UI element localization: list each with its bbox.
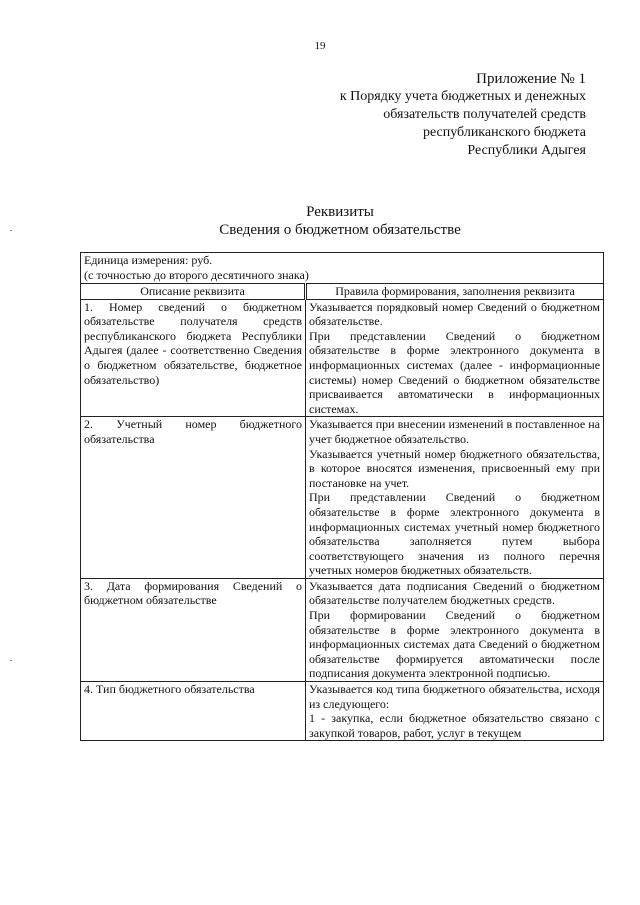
- scan-margin-mark: [10, 660, 12, 661]
- rule-paragraph: 1 - закупка, если бюджетное обязательство связано с закупкой товаров, работ, услуг в текущем: [309, 711, 601, 740]
- requisite-description: 3. Дата формирования Сведений о бюджетном обязательстве: [81, 578, 306, 681]
- requisite-description: 2. Учетный номер бюджетного обязательства: [81, 417, 306, 579]
- column-header: Описание реквизита: [81, 284, 306, 300]
- requisite-rules: [306, 578, 604, 681]
- rule-paragraph: Указывается код типа бюджетного обязательства, исходя из следующего:: [309, 682, 601, 711]
- requisite-rules: [306, 299, 604, 417]
- title-line: Реквизиты: [306, 204, 374, 220]
- appendix-line: к Порядку учета бюджетных и денежных: [339, 89, 586, 104]
- table-row: [81, 578, 604, 681]
- requisite-description: 1. Номер сведений о бюджетном обязательстве получателя средств республиканского бюджета Республики Адыгея (далее - соответственно Сведения о бюджетном обязательстве, бюджетное обязательство): [81, 299, 306, 417]
- requisites-table: [80, 252, 604, 741]
- requisite-rules: [306, 682, 604, 741]
- rule-paragraph: Указывается порядковый номер Сведений о бюджетном обязательстве.: [309, 299, 601, 329]
- unit-precision: (с точностью до второго десятичного знака): [84, 268, 309, 282]
- rule-paragraph: При представлении Сведений о бюджетном обязательстве в форме электронного документа в информационных системах (далее - информационные системы) номер Сведений о бюджетном обязательстве присваивается автоматически в информационных системах.: [309, 328, 601, 416]
- rule-paragraph: При представлении Сведений о бюджетном обязательстве в форме электронного документа в информационных системах учетный номер бюджетного обязательства заполняется путем выбора соответствующего значения из полного перечня учетных номеров бюджетных обязательств.: [309, 490, 601, 578]
- requisite-rules: [306, 417, 604, 579]
- appendix-line: Приложение № 1: [476, 71, 586, 87]
- unit-line: Единица измерения: руб.: [84, 253, 213, 267]
- requisite-description: 4. Тип бюджетного обязательства: [81, 682, 306, 741]
- appendix-line: республиканского бюджета: [422, 125, 586, 140]
- scan-margin-mark: [10, 230, 12, 231]
- table-row: [81, 682, 604, 741]
- column-header: Правила формирования, заполнения реквизита: [306, 284, 604, 300]
- page-number: 19: [314, 40, 326, 52]
- rule-paragraph: Указывается дата подписания Сведений о бюджетном обязательстве получателем бюджетных средств.: [309, 578, 601, 608]
- rule-paragraph: Указывается при внесении изменений в поставленное на учет бюджетное обязательство.: [309, 417, 601, 446]
- appendix-line: Республики Адыгея: [467, 143, 586, 158]
- table-row: [81, 299, 604, 417]
- rule-paragraph: Указывается учетный номер бюджетного обязательства, в которое вносятся изменения, присвоенный ему при постановке на учет.: [309, 446, 601, 490]
- title-line: Сведения о бюджетном обязательстве: [219, 222, 461, 238]
- appendix-line: обязательств получателей средств: [383, 107, 586, 122]
- table-row: [81, 417, 604, 579]
- rule-paragraph: При формировании Сведений о бюджетном обязательстве в форме электронного документа в информационных системах дата Сведений о бюджетном обязательстве формируется автоматически после подписания документа электронной подписью.: [309, 608, 601, 681]
- unit-cell: [81, 253, 604, 284]
